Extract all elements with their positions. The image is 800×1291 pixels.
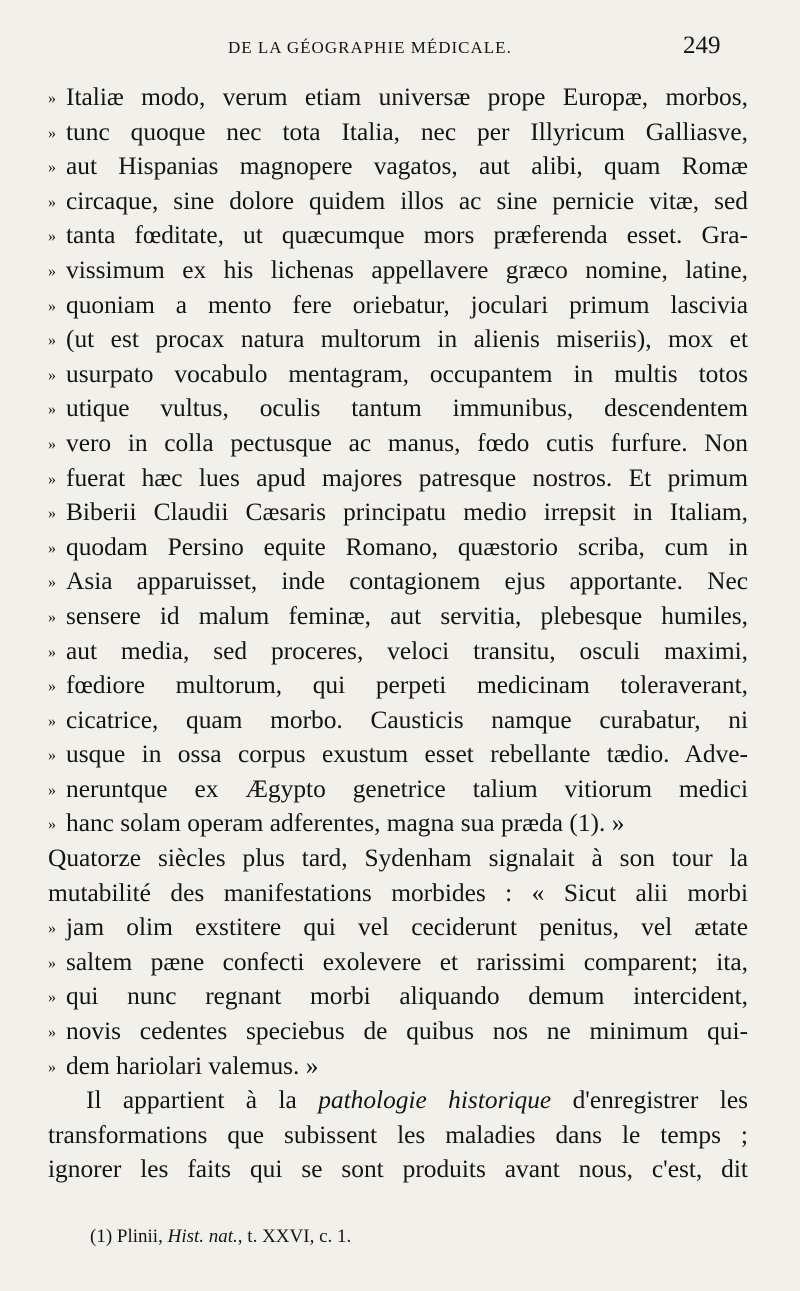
line-text: quoniam a mento fere oriebatur, joculari primum lascivia [66,290,748,319]
text-line [48,149,748,184]
quote-mark: » [48,989,56,1007]
text-line [48,253,748,288]
quote-mark: » [48,747,56,765]
quote-mark: » [48,781,56,799]
text-line [48,322,748,357]
line-text: hanc solam operam adferentes, magna sua præda (1). » [66,809,625,838]
quote-mark: » [48,366,56,384]
text-line [48,426,748,461]
line-text: Biberii Claudii Cæsaris principatu medio irrepsit in Italiam, [66,498,748,527]
text-line [48,945,748,980]
text-line [48,910,748,945]
text-line [48,703,748,738]
quote-mark: » [48,816,56,834]
line-text: cicatrice, quam morbo. Causticis namque curabatur, ni [66,705,748,734]
quote-mark: » [48,678,56,696]
line-text: vero in colla pectusque ac manus, fœdo cutis furfure. Non [66,428,748,457]
quote-mark: » [48,920,56,938]
line-text: vissimum ex his lichenas appellavere græco nomine, latine, [66,255,748,284]
text-line [48,1049,748,1084]
line-text: (ut est procax natura multorum in alienis miseriis), mox et [66,325,748,354]
text-line [48,218,748,253]
line-text: Asia apparuisset, inde contagionem ejus apportante. Nec [66,567,748,596]
footnote: (1) Plinii, Hist. nat., t. XXVI, c. 1. [90,1226,352,1247]
quote-mark: » [48,159,56,177]
quote-mark: » [48,228,56,246]
quote-mark: » [48,332,56,350]
line-text: tunc quoque nec tota Italia, nec per Illyricum Galliasve, [66,117,748,146]
quote-mark: » [48,608,56,626]
line-text: qui nunc regnant morbi aliquando demum intercident, [66,982,748,1011]
quote-mark: » [48,401,56,419]
quote-mark: » [48,643,56,661]
text-line [48,184,748,219]
line-text: jam olim exstitere qui vel ceciderunt penitus, vel ætate [66,913,748,942]
line-text: dem hariolari valemus. » [66,1051,319,1080]
running-title: DE LA GÉOGRAPHIE MÉDICALE. [228,38,512,57]
line-text: aut media, sed proceres, veloci transitu, osculi maximi, [66,636,748,665]
line-text: sensere id malum feminæ, aut servitia, plebesque humiles, [66,601,748,630]
quote-mark: » [48,90,56,107]
quote-mark: » [48,505,56,523]
line-text: usque in ossa corpus exustum esset rebellante tædio. Adve- [66,740,748,769]
quote-mark: » [48,954,56,972]
text-line [48,806,748,841]
quote-mark: » [48,297,56,315]
quote-mark: » [48,435,56,453]
quote-mark: » [48,193,56,211]
text-line [48,772,748,807]
page-number: 249 [683,32,721,59]
line-text: aut Hispanias magnopere vagatos, aut alibi, quam Romæ [66,152,748,181]
text-line [48,564,748,599]
text-line [48,115,748,150]
text-line [48,1014,748,1049]
line-text: tanta fœditate, ut quæcumque mors præferenda esset. Gra- [66,221,748,250]
line-text: neruntque ex Ægypto genetrice talium vitiorum medici [66,774,748,803]
line-text: circaque, sine dolore quidem illos ac sine pernicie vitæ, sed [66,186,748,215]
quote-mark: » [48,539,56,557]
line-text: fœdiore multorum, qui perpeti medicinam toleraverant, [66,671,748,700]
quotation-block [48,80,748,1083]
line-text: mutabilité des manifestations morbides : « Sicut alii morbi [48,878,748,907]
line-text: novis cedentes speciebus de quibus nos ne minimum qui- [66,1017,748,1046]
line-text: Quatorze siècles plus tard, Sydenham signalait à son tour la [48,844,748,873]
paragraph-line: Il appartient à la pathologie historique d'enregistrer les [86,1086,748,1115]
line-text: quodam Persino equite Romano, quæstorio scriba, cum in [66,532,748,561]
text-line [48,841,748,876]
text-line [48,634,748,669]
text-line [48,599,748,634]
running-header [0,32,800,70]
line-text: Italiæ modo, verum etiam universæ prope Europæ, morbos, [66,83,748,111]
quote-mark: » [48,712,56,730]
text-line [48,668,748,703]
quote-mark: » [48,124,56,142]
text-line [48,461,748,496]
quote-mark: » [48,574,56,592]
text-line [48,357,748,392]
text-line [48,530,748,565]
quote-mark: » [48,262,56,280]
line-text: utique vultus, oculis tantum immunibus, descendentem [66,394,748,423]
text-line [48,391,748,426]
quote-mark: » [48,470,56,488]
line-text: saltem pæne confecti exolevere et rarissimi comparent; ita, [66,947,748,976]
paragraph-line: transformations que subissent les maladies dans le temps ; [48,1120,748,1149]
paragraph-line: ignorer les faits qui se sont produits avant nous, c'est, dit [48,1155,748,1184]
line-text: fuerat hæc lues apud majores patresque nostros. Et primum [66,463,748,492]
text-line [48,80,748,115]
text-line [48,288,748,323]
text-line [48,876,748,911]
quote-mark: » [48,1058,56,1076]
text-body [48,80,748,1187]
quote-mark: » [48,1024,56,1042]
text-line [48,495,748,530]
text-line [48,737,748,772]
text-line [48,979,748,1014]
line-text: usurpato vocabulo mentagram, occupantem in multis totos [66,359,748,388]
emphasis-text: pathologie historique [318,1086,552,1115]
